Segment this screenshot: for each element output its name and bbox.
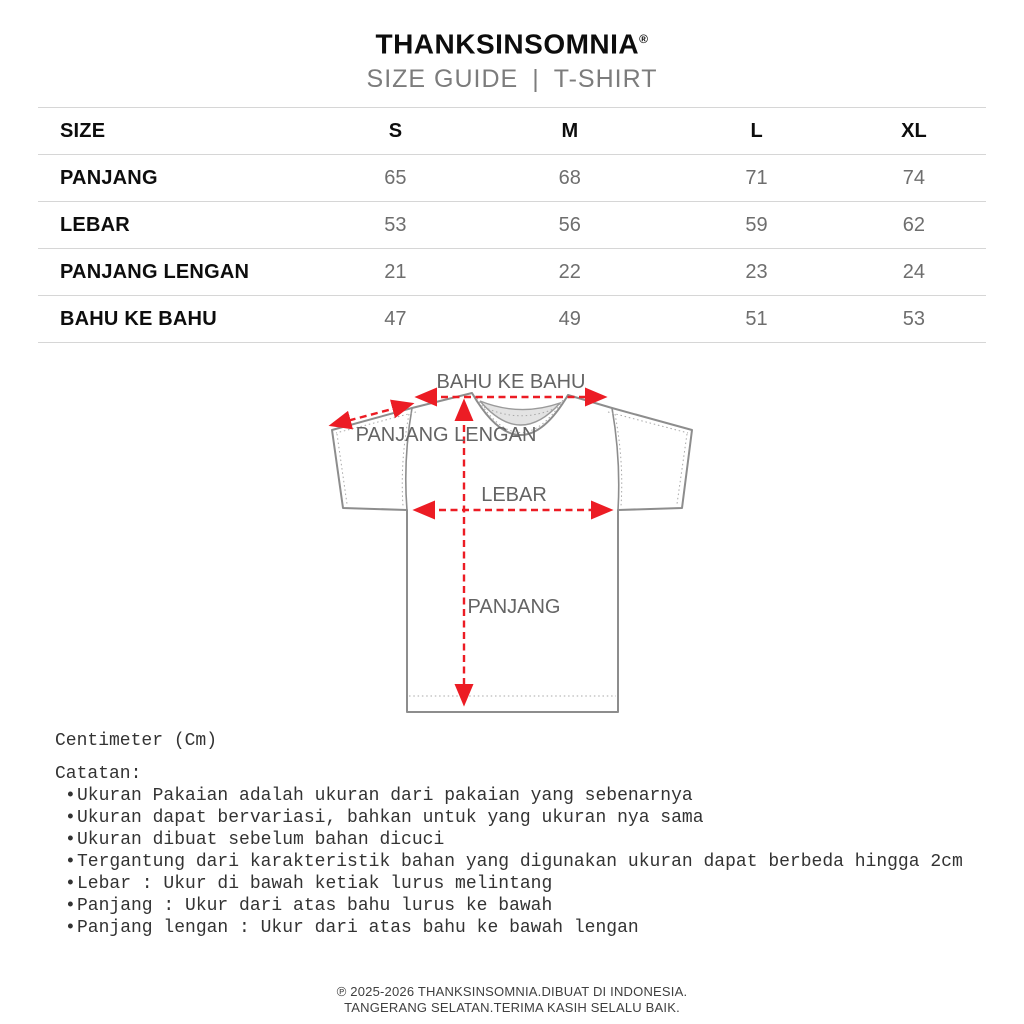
cell-value: 22 bbox=[558, 260, 581, 283]
note-text: Tergantung dari karakteristik bahan yang digunakan ukuran dapat berbeda hingga 2cm bbox=[77, 852, 963, 872]
row-label: LEBAR bbox=[60, 213, 130, 236]
cell-value: 21 bbox=[384, 260, 407, 283]
row-label: PANJANG LENGAN bbox=[60, 260, 250, 283]
brand-title bbox=[0, 24, 1024, 59]
list-item bbox=[55, 829, 1005, 851]
notes-heading: Catatan: bbox=[55, 764, 142, 784]
column-header-size: SIZE bbox=[60, 119, 106, 142]
cell-value: 47 bbox=[384, 307, 407, 330]
bullet-marker: • bbox=[65, 786, 76, 806]
cell-value: 56 bbox=[558, 213, 581, 236]
unit-note: Centimeter (Cm) bbox=[55, 731, 218, 751]
list-item bbox=[55, 851, 1005, 873]
note-text: Lebar : Ukur di bawah ketiak lurus melintang bbox=[77, 874, 553, 894]
cell-value: 49 bbox=[558, 307, 581, 330]
list-item bbox=[55, 807, 1005, 829]
table-row-bahu-ke-bahu bbox=[38, 296, 986, 343]
cell-value: 24 bbox=[902, 260, 926, 283]
note-text: Panjang lengan : Ukur dari atas bahu ke bawah lengan bbox=[77, 918, 639, 938]
column-header-l: L bbox=[750, 119, 763, 142]
subtitle-divider: | bbox=[532, 65, 540, 94]
bullet-marker: • bbox=[65, 830, 76, 850]
list-item bbox=[55, 917, 1005, 939]
brand-name: THANKSINSOMNIA bbox=[375, 28, 640, 60]
footer-location-line: TANGERANG SELATAN.TERIMA KASIH SELALU BAIK. bbox=[344, 1000, 680, 1015]
note-text: Ukuran dibuat sebelum bahan dicuci bbox=[77, 830, 445, 850]
header bbox=[0, 24, 1024, 92]
footer-copyright-line: ℗ 2025-2026 THANKSINSOMNIA.DIBUAT DI INDONESIA. bbox=[336, 984, 688, 999]
cell-value: 53 bbox=[902, 307, 926, 330]
cell-value: 74 bbox=[902, 166, 926, 189]
column-header-s: S bbox=[388, 119, 403, 142]
row-label: PANJANG bbox=[60, 166, 158, 189]
page-title bbox=[0, 66, 1024, 92]
cell-value: 53 bbox=[384, 213, 407, 236]
bullet-marker: • bbox=[65, 918, 76, 938]
subtitle-size-guide: SIZE GUIDE bbox=[366, 65, 519, 94]
column-header-m: M bbox=[561, 119, 579, 142]
list-item bbox=[55, 873, 1005, 895]
diagram-label-lebar: LEBAR bbox=[481, 484, 547, 506]
note-text: Ukuran Pakaian adalah ukuran dari pakaian yang sebenarnya bbox=[77, 786, 693, 806]
row-label: BAHU KE BAHU bbox=[60, 307, 217, 330]
table-row-panjang bbox=[38, 155, 986, 202]
table-row-lebar bbox=[38, 202, 986, 249]
registered-trademark-symbol: ® bbox=[639, 32, 649, 46]
bullet-marker: • bbox=[65, 874, 76, 894]
cell-value: 59 bbox=[745, 213, 768, 236]
cell-value: 65 bbox=[384, 166, 407, 189]
size-table bbox=[38, 107, 986, 343]
tshirt-measurement-diagram bbox=[300, 358, 730, 720]
cell-value: 23 bbox=[745, 260, 768, 283]
diagram-label-panjang-lengan: PANJANG LENGAN bbox=[355, 424, 537, 446]
column-header-xl: XL bbox=[901, 119, 927, 142]
cell-value: 51 bbox=[745, 307, 768, 330]
table-row-panjang-lengan bbox=[38, 249, 986, 296]
cell-value: 62 bbox=[902, 213, 926, 236]
cell-value: 68 bbox=[558, 166, 581, 189]
footer bbox=[0, 984, 1024, 1016]
note-text: Panjang : Ukur dari atas bahu lurus ke bawah bbox=[77, 896, 553, 916]
size-table-header-row bbox=[38, 108, 986, 155]
notes-section bbox=[55, 730, 1005, 939]
list-item bbox=[55, 785, 1005, 807]
diagram-label-bahu-ke-bahu: BAHU KE BAHU bbox=[436, 371, 586, 393]
cell-value: 71 bbox=[745, 166, 768, 189]
bullet-marker: • bbox=[65, 808, 76, 828]
bullet-marker: • bbox=[65, 896, 76, 916]
diagram-label-panjang: PANJANG bbox=[467, 596, 561, 618]
subtitle-product: T-SHIRT bbox=[553, 65, 658, 94]
bullet-marker: • bbox=[65, 852, 76, 872]
note-text: Ukuran dapat bervariasi, bahkan untuk yang ukuran nya sama bbox=[77, 808, 704, 828]
list-item bbox=[55, 895, 1005, 917]
